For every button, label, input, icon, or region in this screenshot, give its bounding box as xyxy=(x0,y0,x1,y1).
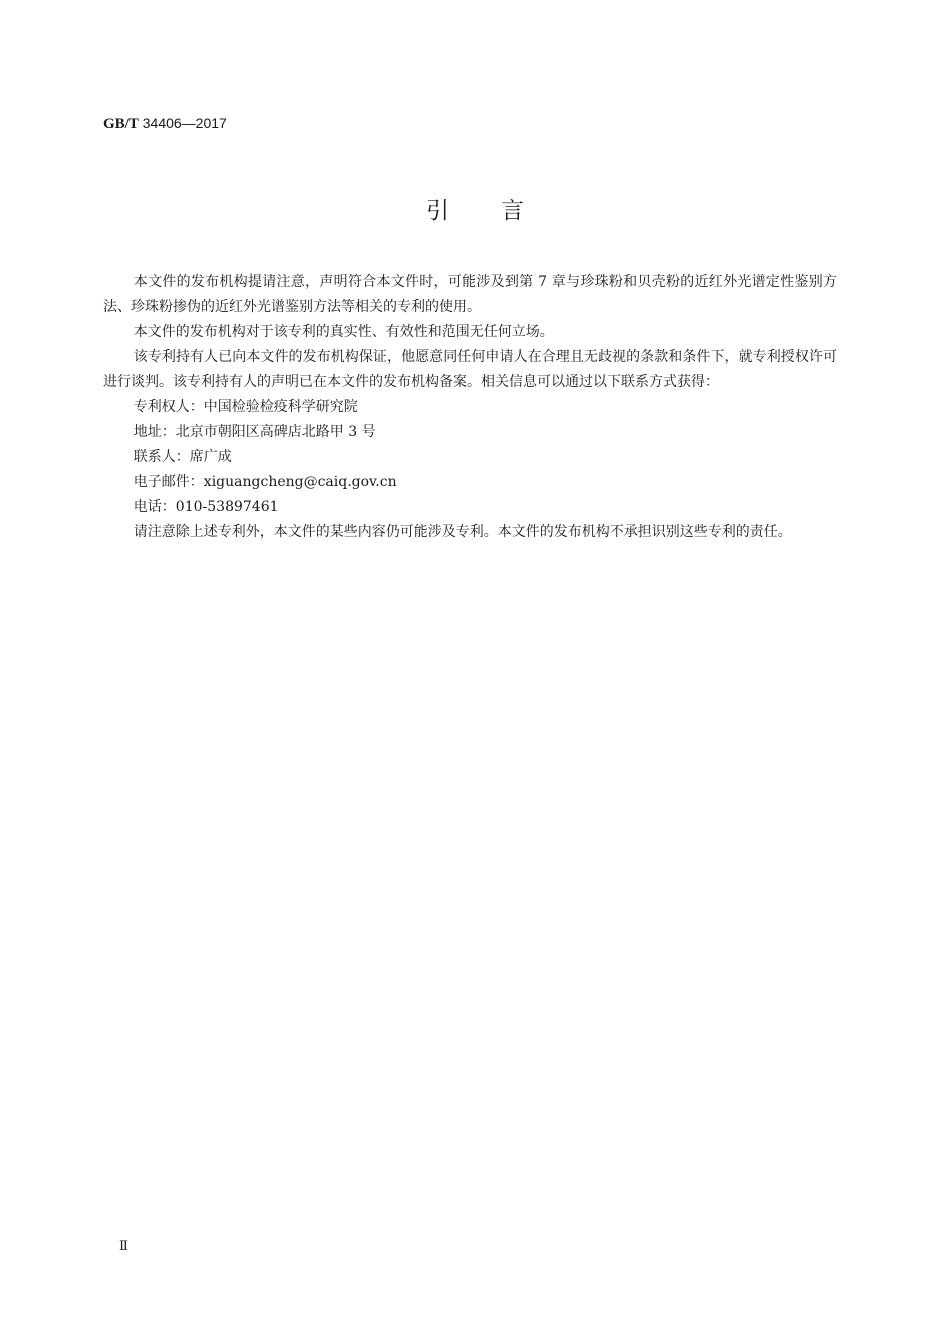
paragraph-patent-notice: 本文件的发布机构提请注意，声明符合本文件时，可能涉及到第 7 章与珍珠粉和贝壳粉的近红外光谱定性鉴别方法、珍珠粉掺伪的近红外光谱鉴别方法等相关的专利的使用。 xyxy=(103,274,837,315)
standard-prefix: GB/T xyxy=(103,116,139,132)
contact-phone: 电话：010-53897461 xyxy=(133,499,279,515)
page-title: 引言 xyxy=(426,198,576,224)
introduction-body xyxy=(103,270,837,545)
paragraph-no-position: 本文件的发布机构对于该专利的真实性、有效性和范围无任何立场。 xyxy=(133,324,554,340)
paragraph-closing: 请注意除上述专利外，本文件的某些内容仍可能涉及专利。本文件的发布机构不承担识别这些专利的责任。 xyxy=(133,524,792,540)
contact-person: 联系人：席广成 xyxy=(133,449,232,465)
standard-number: 34406—2017 xyxy=(142,115,227,131)
standard-code xyxy=(103,114,227,133)
contact-address: 地址：北京市朝阳区高碑店北路甲 3 号 xyxy=(133,424,376,440)
contact-patentee: 专利权人：中国检验检疫科学研究院 xyxy=(133,399,358,415)
paragraph-license-assurance: 该专利持有人已向本文件的发布机构保证，他愿意同任何申请人在合理且无歧视的条款和条件下，就专利授权许可进行谈判。该专利持有人的声明已在本文件的发布机构备案。相关信息可以通过以下联系方式获得： xyxy=(103,349,837,390)
contact-email: 电子邮件：xiguangcheng@caiq.gov.cn xyxy=(133,474,397,490)
page-number: Ⅱ xyxy=(119,1238,128,1253)
